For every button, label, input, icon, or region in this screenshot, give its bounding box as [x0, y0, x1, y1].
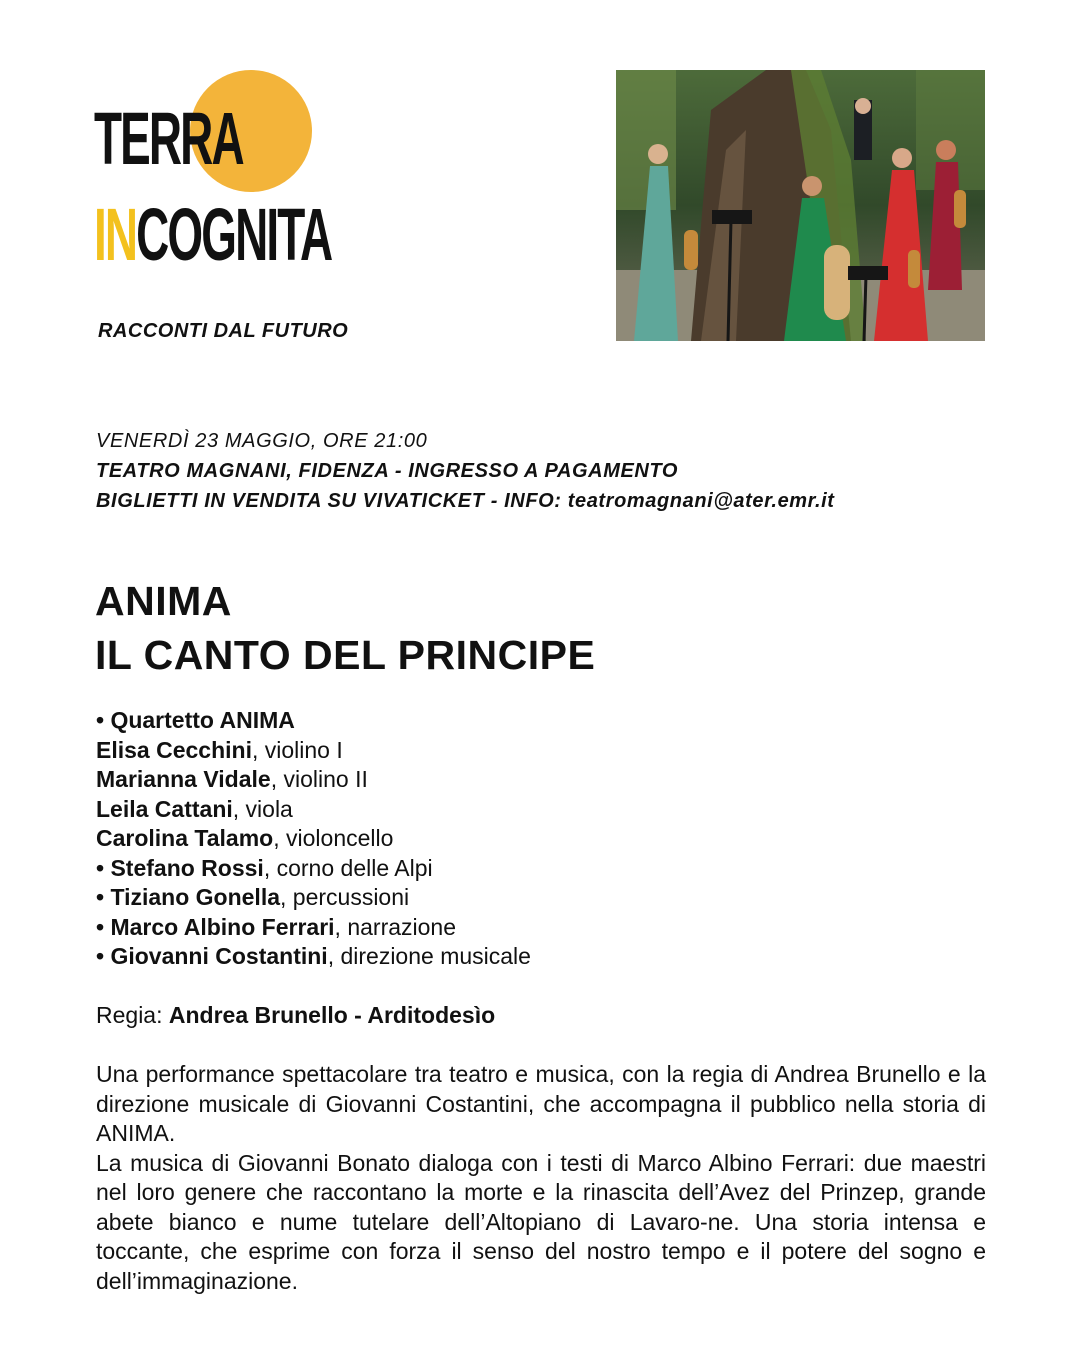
cast-name: Marco Albino Ferrari — [110, 913, 335, 940]
director-name: Andrea Brunello - Arditodesìo — [168, 1002, 496, 1028]
quartet-photo-illustration — [616, 70, 985, 341]
title-line-2: IL CANTO DEL PRINCIPE — [95, 632, 596, 678]
cast-name: Quartetto ANIMA — [110, 707, 295, 733]
cast-role: , narrazione — [334, 913, 457, 940]
logo-highlight-in: IN — [94, 193, 137, 276]
cast-item — [96, 765, 531, 795]
director-label: Regia: — [96, 1002, 169, 1028]
cast-item — [96, 795, 531, 825]
cast-role: , viola — [232, 795, 293, 822]
cast-name: Stefano Rossi — [110, 854, 264, 881]
cast-item: • Tiziano Gonella, percussioni — [96, 884, 410, 910]
show-title — [95, 574, 595, 682]
cast-role: , violino II — [270, 766, 368, 792]
description-paragraph: La musica di Giovanni Bonato dialoga con i testi di Marco Albino Ferrari: due maestri nel loro genere che raccontano la morte e la rinascita dell’Avez del Prinzep, grande abete bianco e nume tutelare dell’Altopiano di Lavaro-ne. Una storia intensa e toccante, che esprime con forza il senso del nostro tempo e il potere del sogno e dell’immaginazione. — [96, 1149, 986, 1294]
title-line-1: ANIMA — [95, 578, 232, 624]
event-tickets: BIGLIETTI IN VENDITA SU VIVATICKET - INFO: teatromagnani@ater.emr.it — [96, 490, 835, 512]
description-paragraph: Una performance spettacolare tra teatro e musica, con la regia di Andrea Brunello e la direzione musicale di Giovanni Costantini, che accompagna il pubblico nella storia di ANIMA. — [96, 1061, 986, 1146]
cast-item — [96, 824, 531, 854]
cast-role: , direzione musicale — [327, 943, 531, 969]
event-info — [96, 426, 996, 516]
cast-name: Marianna Vidale — [96, 766, 271, 792]
director-credit — [96, 1000, 495, 1030]
cast-list — [96, 706, 531, 972]
cast-name: Giovanni Costantini — [110, 943, 328, 969]
cast-role: , percussioni — [280, 884, 410, 910]
cast-name: Carolina Talamo — [96, 825, 274, 851]
cast-item: • Giovanni Costantini, direzione musicale — [96, 943, 531, 969]
logo-word-incognita — [94, 193, 332, 276]
logo-word-cognita: COGNITA — [136, 193, 332, 276]
festival-logo — [94, 66, 384, 356]
logo-tagline: RACCONTI DAL FUTURO — [98, 320, 349, 342]
quartet-photo — [616, 70, 985, 341]
cast-name: Tiziano Gonella — [110, 884, 280, 910]
cast-item: • Quartetto ANIMA — [96, 707, 295, 733]
show-description — [96, 1060, 986, 1296]
cast-item — [96, 736, 531, 766]
cast-item: • Stefano Rossi, corno delle Alpi — [96, 854, 433, 881]
cast-name: Leila Cattani — [96, 795, 233, 822]
cast-name: Elisa Cecchini — [96, 736, 252, 763]
event-date: VENERDÌ 23 MAGGIO, ORE 21:00 — [96, 430, 428, 452]
event-venue: TEATRO MAGNANI, FIDENZA - INGRESSO A PAGAMENTO — [96, 460, 679, 482]
logo-word-terra: TERRA — [94, 97, 243, 180]
cast-role: , corno delle Alpi — [263, 854, 433, 881]
cast-item: • Marco Albino Ferrari, narrazione — [96, 913, 457, 940]
cast-role: , violino I — [251, 736, 343, 763]
cast-role: , violoncello — [273, 825, 394, 851]
